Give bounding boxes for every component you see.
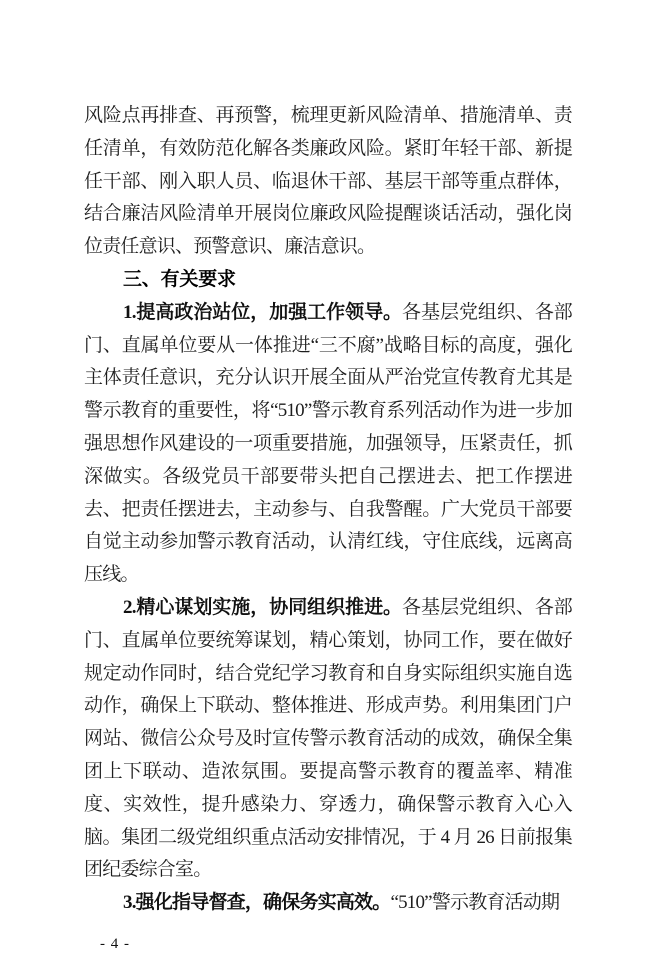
section-heading: 三、有关要求 (123, 268, 236, 290)
item-2-body: 各基层党组织、各部门、直属单位要统筹谋划，精心策划，协同工作，要在做好规定动作同时，结合党纪学习教育和自身实际组织实施自选动作，确保上下联动、整体推进、形成声势。利用集团门户网站、微信公众号及时宣传警示教育活动的成效，确保全集团上下联动、造浓氛围。要提高警示教育的覆盖率、精准度、实效性，提升感染力、穿透力，确保警示教育入心入脑。集团二级党组织重点活动安排情况，于 4 月 26 日前报集团纪委综合室。 (84, 596, 573, 881)
item-3-body: “510”警示教育活动期 (390, 892, 560, 914)
item-paragraph-2 (84, 592, 572, 887)
item-paragraph-3 (84, 887, 572, 920)
item-1-body: 各基层党组织、各部门、直属单位要从一体推进“三不腐”战略目标的高度，强化主体责任意识，充分认识开展全面从严治党宣传教育尤其是警示教育的重要性，将“510”警示教育系列活动作为进一步加强思想作风建设的一项重要措施，加强领导，压紧责任，抓深做实。各级党员干部要带头把自己摆进去、把工作摆进去、把责任摆进去，主动参与、自我警醒。广大党员干部要自觉主动参加警示教育活动，认清红线，守住底线，远离高压线。 (84, 301, 573, 586)
continuation-paragraph: 风险点再排查、再预警，梳理更新风险清单、措施清单、责任清单，有效防范化解各类廉政风险。紧盯年轻干部、新提任干部、刚入职人员、临退休干部、基层干部等重点群体，结合廉洁风险清单开展岗位廉政风险提醒谈话活动，强化岗位责任意识、预警意识、廉洁意识。 (84, 105, 572, 258)
item-paragraph-1 (84, 297, 572, 592)
page-number: - 4 - (100, 935, 130, 952)
item-3-lead: 3.强化指导督查，确保务实高效。 (123, 892, 391, 914)
item-1-lead: 1.提高政治站位，加强工作领导。 (123, 301, 403, 323)
document-text-block (84, 100, 572, 953)
item-2-lead: 2.精心谋划实施，协同组织推进。 (123, 596, 403, 618)
